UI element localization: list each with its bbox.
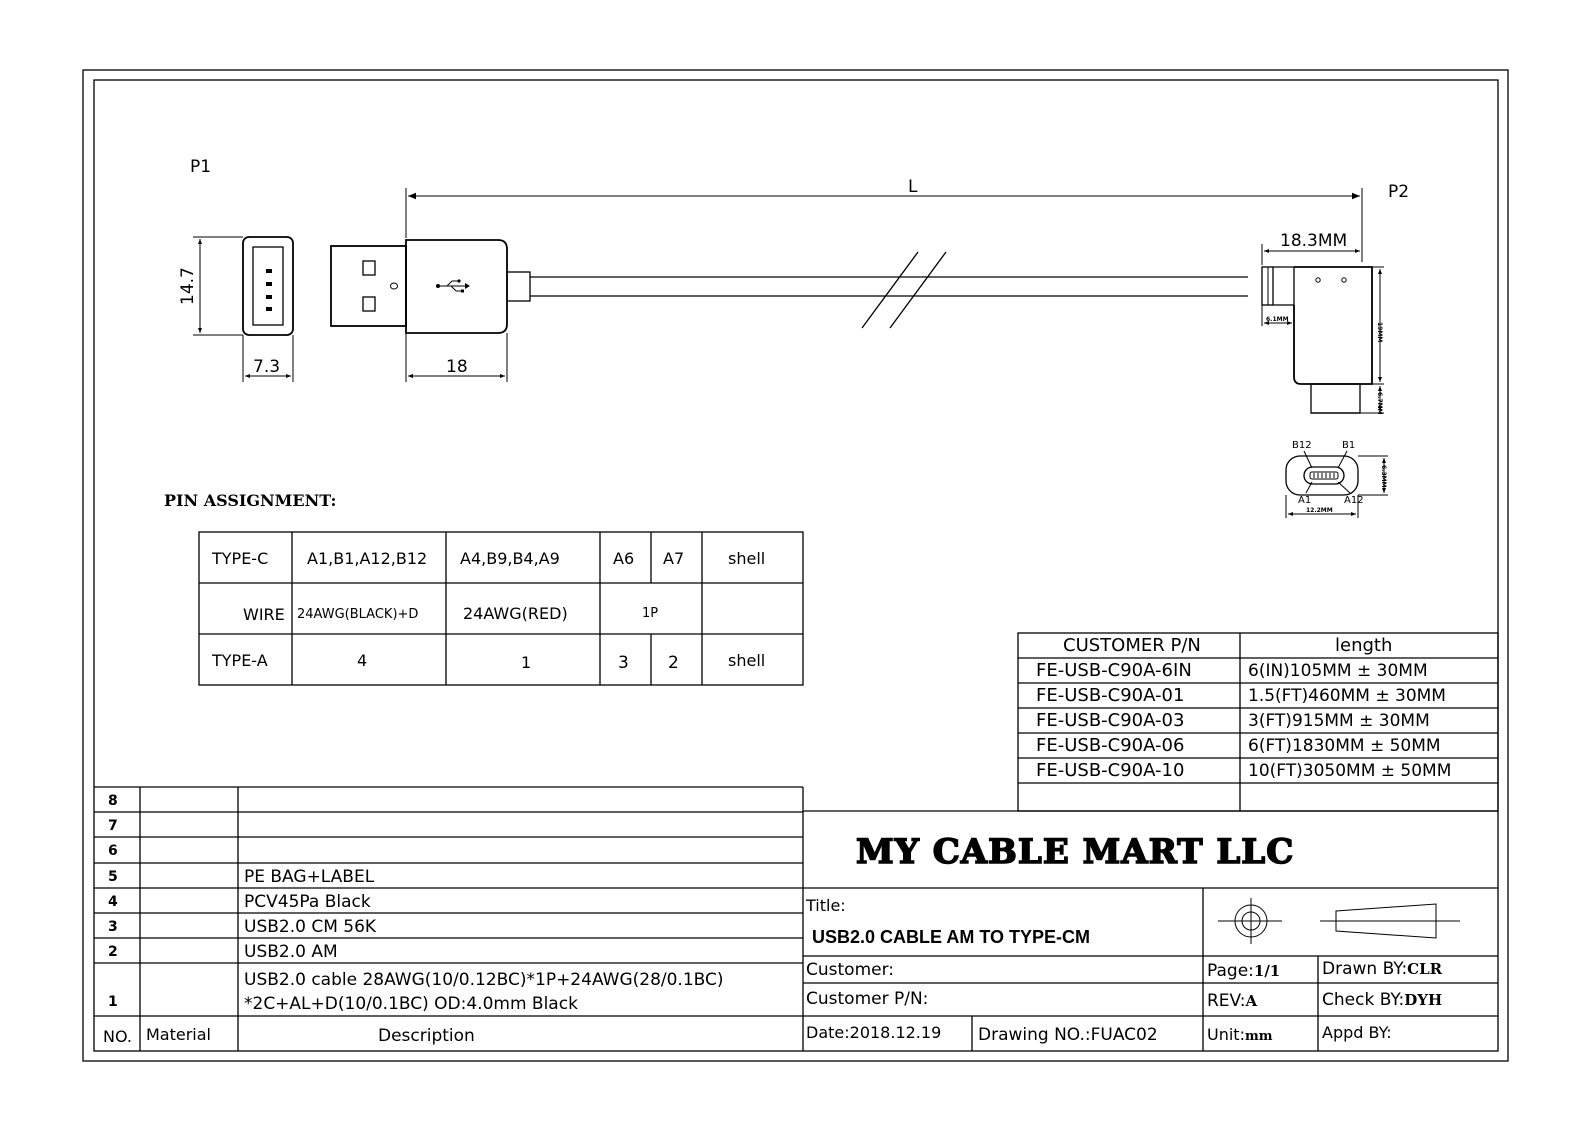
pin-typea-2: 2 (668, 653, 679, 673)
bom-header-material: Material (146, 1025, 211, 1044)
length-row-pn: FE-USB-C90A-6IN (1036, 660, 1192, 681)
pin-typec-gnd: A1,B1,A12,B12 (307, 549, 428, 568)
length-row-pn: FE-USB-C90A-06 (1036, 735, 1185, 756)
pin-typea-shell: shell (728, 651, 766, 670)
dim-6-7mm: 6.7MM (1376, 392, 1383, 415)
bom-row-no: 7 (108, 818, 118, 834)
bom-row-desc: USB2.0 AM (244, 942, 338, 962)
pin-assignment-table (199, 532, 803, 685)
pin-typec-label: TYPE-C (212, 549, 269, 568)
plug-dot (391, 283, 398, 289)
usb-a-plug (331, 240, 530, 382)
bom-row-no: 8 (108, 793, 118, 809)
p2-label: P2 (1388, 182, 1410, 202)
pin-typec-a7: A7 (663, 549, 685, 568)
title-value: USB2.0 CABLE AM TO TYPE-CM (812, 927, 1091, 947)
drawing-no-field: Drawing NO.:FUAC02 (978, 1025, 1158, 1045)
length-row-pn: FE-USB-C90A-10 (1036, 760, 1185, 781)
face-b1: B1 (1342, 440, 1356, 451)
bom-table (94, 787, 803, 1051)
length-row-len: 6(FT)1830MM ± 50MM (1248, 736, 1441, 756)
type-c-face-view (1286, 440, 1388, 518)
bom-row-desc: USB2.0 CM 56K (244, 917, 377, 937)
p1-receptacle (178, 157, 293, 382)
dim-6-3mm: 6.3MM (1380, 465, 1387, 488)
p1-label: P1 (190, 157, 212, 177)
length-row-len: 6(IN)105MM ± 30MM (1248, 661, 1428, 681)
rev-field: REV:A (1207, 991, 1258, 1011)
customer-pn-label: Customer P/N: (806, 989, 929, 1009)
pin-wire-red: 24AWG(RED) (463, 604, 568, 623)
cable (530, 252, 1248, 328)
bom-header-no: NO. (103, 1027, 132, 1046)
dim-19mm: 19MM (1376, 322, 1383, 343)
bom-row-no: 3 (108, 919, 118, 935)
length-row-len: 10(FT)3050MM ± 50MM (1248, 761, 1452, 781)
dim-6-1mm: 6.1MM (1266, 316, 1289, 323)
title-block (803, 811, 1498, 1051)
bom-row-no: 5 (108, 869, 118, 885)
length-table (1018, 633, 1498, 811)
company-logo: MY CABLE MART LLC (856, 832, 1295, 872)
length-row-pn: FE-USB-C90A-03 (1036, 710, 1185, 731)
customer-label: Customer: (806, 960, 895, 980)
bom-header-desc: Description (378, 1026, 475, 1046)
pin-wire-black: 24AWG(BLACK)+D (297, 607, 419, 622)
face-a1: A1 (1298, 495, 1312, 506)
p2-type-c-plug (1262, 231, 1384, 415)
bom-row-no: 4 (108, 894, 118, 910)
pin-typea-3: 3 (618, 653, 629, 673)
pin-typec-a6: A6 (613, 549, 635, 568)
pin-typea-gnd: 4 (357, 651, 368, 670)
dim-14-7: 14.7 (178, 267, 198, 305)
length-header-pn: CUSTOMER P/N (1063, 635, 1201, 656)
bom-row-no: 6 (108, 843, 118, 859)
length-dimension (406, 177, 1409, 262)
pin-typec-shell: shell (728, 549, 766, 568)
length-label: L (908, 177, 918, 197)
dim-18: 18 (446, 357, 468, 377)
bom-row-desc: PE BAG+LABEL (244, 867, 375, 887)
pin-typea-label: TYPE-A (212, 651, 268, 670)
pin-wire-label: WIRE (243, 605, 285, 624)
appd-by-field: Appd BY: (1322, 1023, 1392, 1042)
length-row-pn: FE-USB-C90A-01 (1036, 685, 1185, 706)
length-header-len: length (1335, 635, 1393, 656)
bom-row-1-no: 1 (108, 994, 118, 1010)
dim-12-2mm: 12.2MM (1306, 507, 1333, 514)
pin-typec-vbus: A4,B9,B4,A9 (460, 549, 560, 568)
face-a12: A12 (1344, 495, 1364, 506)
pin-typea-vbus: 1 (521, 653, 532, 672)
pin-assignment-title: PIN ASSIGNMENT: (164, 491, 337, 510)
usb-trident-icon (436, 279, 470, 292)
unit-field: Unit:mm (1207, 1025, 1273, 1044)
pin-wire-1p: 1P (642, 606, 659, 621)
bom-row-desc: PCV45Pa Black (244, 892, 371, 912)
drawn-by-field: Drawn BY:CLR (1322, 959, 1443, 979)
bom-row-no: 2 (108, 944, 118, 960)
length-row-len: 1.5(FT)460MM ± 30MM (1248, 686, 1446, 706)
bom-row-1-line1: USB2.0 cable 28AWG(10/0.12BC)*1P+24AWG(28/0.1BC) (244, 970, 724, 990)
date-field: Date:2018.12.19 (806, 1023, 942, 1042)
dim-7-3: 7.3 (253, 357, 281, 377)
dim-18-3mm: 18.3MM (1280, 231, 1348, 251)
page-field: Page:1/1 (1207, 961, 1281, 981)
projection-symbol-icon (1218, 898, 1460, 944)
bom-row-1-line2: *2C+AL+D(10/0.1BC) OD:4.0mm Black (244, 994, 578, 1014)
face-b12: B12 (1292, 440, 1312, 451)
title-label: Title: (806, 896, 846, 915)
length-row-len: 3(FT)915MM ± 30MM (1248, 711, 1430, 731)
check-by-field: Check BY:DYH (1322, 990, 1443, 1010)
